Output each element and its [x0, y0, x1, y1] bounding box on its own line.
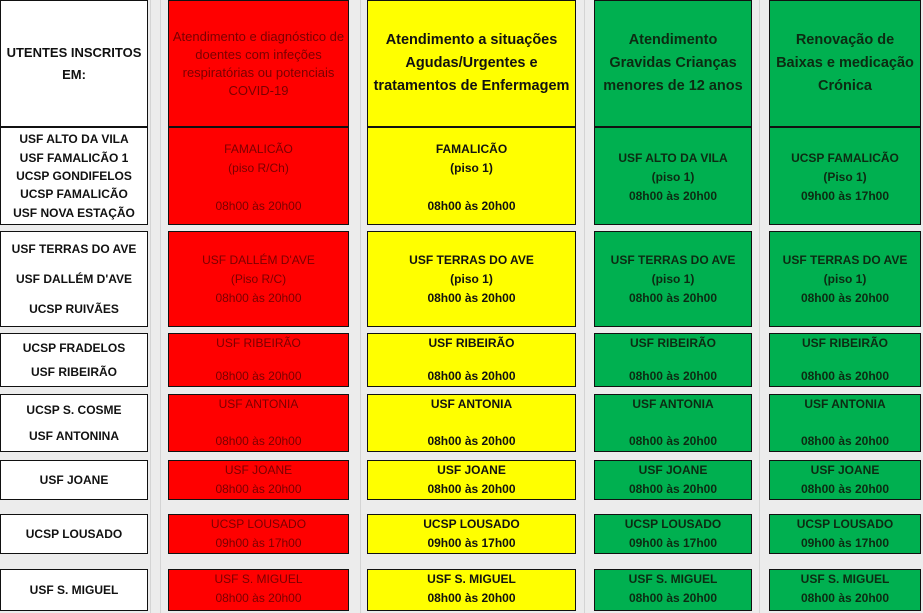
- cell-line: 08h00 às 20h00: [800, 591, 890, 605]
- unit-name: USF DALLÉM D'AVE: [16, 272, 132, 286]
- gridline: [150, 0, 151, 613]
- cell-line: UCSP FAMALICÃO: [791, 151, 899, 165]
- gridline: [759, 0, 760, 613]
- cell-line: 08h00 às 20h00: [427, 591, 516, 605]
- cell-line: USF TERRAS DO AVE: [610, 252, 736, 267]
- row-units: [0, 127, 148, 225]
- cell-line: (piso 1): [651, 271, 695, 286]
- unit-name: USF RIBEIRÃO: [30, 365, 117, 379]
- cell-line: 08h00 às 20h00: [800, 482, 890, 496]
- cell-line: 08h00 às 20h00: [628, 189, 718, 203]
- gravidas-cell: [594, 394, 752, 452]
- gridline: [360, 0, 361, 613]
- covid-cell: [168, 127, 349, 225]
- cell-line: (piso R/Ch): [228, 161, 289, 175]
- unit-name: USF ANTONINA: [29, 429, 119, 443]
- cell-line: USF JOANE: [224, 463, 293, 477]
- cell-line: USF JOANE: [638, 463, 708, 477]
- cell-line: (piso 1): [651, 170, 695, 184]
- gravidas-cell: [594, 333, 752, 387]
- cell-line: USF ANTONIA: [632, 397, 714, 411]
- cell-line: USF ANTONIA: [218, 397, 299, 411]
- row-units: [0, 394, 148, 452]
- row-units: [0, 333, 148, 387]
- unit-name: UCSP S. COSME: [26, 403, 122, 417]
- gravidas-cell: [594, 231, 752, 327]
- cell-line: USF DALLÉM D'AVE: [202, 252, 315, 267]
- cell-line: USF S. MIGUEL: [628, 572, 718, 586]
- cell-line: USF RIBEIRÃO: [629, 336, 716, 350]
- covid-cell: [168, 460, 349, 500]
- renovacao-cell: [769, 569, 921, 611]
- cell-line: USF ANTONIA: [804, 397, 886, 411]
- cell-line: UCSP LOUSADO: [423, 517, 520, 531]
- header-label: UTENTES INSCRITOS EM:: [6, 44, 142, 82]
- row-units: [0, 514, 148, 554]
- cell-line: (Piso 1): [823, 170, 867, 184]
- agudas-cell: [367, 460, 576, 500]
- cell-line: 09h00 às 17h00: [628, 536, 718, 550]
- renovacao-cell: [769, 460, 921, 500]
- gridline: [584, 0, 585, 613]
- cell-line: USF TERRAS DO AVE: [409, 252, 534, 267]
- cell-line: USF JOANE: [437, 463, 506, 477]
- cell-line: USF S. MIGUEL: [427, 572, 516, 586]
- cell-line: 08h00 às 20h00: [427, 434, 516, 448]
- cell-line: 08h00 às 20h00: [215, 199, 302, 213]
- renovacao-cell: [769, 514, 921, 554]
- cell-line: USF ALTO DA VILA: [618, 151, 728, 165]
- header-renovacao-text: Renovação de Baixas e medicação Crónica: [776, 32, 914, 94]
- cell-line: 09h00 às 17h00: [427, 536, 516, 550]
- cell-line: 08h00 às 20h00: [427, 369, 516, 383]
- header-agudas: [367, 0, 576, 127]
- row-units: [0, 569, 148, 611]
- cell-line: 08h00 às 20h00: [215, 434, 302, 448]
- agudas-cell: [367, 569, 576, 611]
- header-covid: [168, 0, 349, 127]
- row-units: [0, 460, 148, 500]
- unit-name: UCSP FAMALICÃO: [20, 187, 128, 202]
- agudas-cell: [367, 514, 576, 554]
- header-label-cell: [0, 0, 148, 127]
- unit-name: USF JOANE: [39, 473, 109, 487]
- cell-line: UCSP LOUSADO: [210, 517, 307, 531]
- cell-line: FAMALICÃO: [435, 142, 508, 156]
- cell-line: 08h00 às 20h00: [427, 482, 516, 496]
- cell-line: 08h00 às 20h00: [628, 591, 718, 605]
- agudas-cell: [367, 394, 576, 452]
- cell-line: 08h00 às 20h00: [215, 591, 302, 605]
- agudas-cell: [367, 231, 576, 327]
- cell-line: (piso 1): [450, 271, 493, 286]
- covid-cell: [168, 231, 349, 327]
- row-units: [0, 231, 148, 327]
- cell-line: USF TERRAS DO AVE: [782, 252, 908, 267]
- unit-name: UCSP LOUSADO: [25, 527, 123, 541]
- unit-name: USF TERRAS DO AVE: [11, 242, 137, 256]
- renovacao-cell: [769, 394, 921, 452]
- unit-name: USF S. MIGUEL: [29, 583, 119, 597]
- cell-line: USF JOANE: [810, 463, 880, 477]
- cell-line: 08h00 às 20h00: [800, 290, 890, 305]
- cell-line: USF RIBEIRÃO: [801, 336, 888, 350]
- cell-line: UCSP LOUSADO: [796, 517, 894, 531]
- cell-line: 08h00 às 20h00: [628, 290, 718, 305]
- cell-line: 08h00 às 20h00: [800, 434, 890, 448]
- gravidas-cell: [594, 514, 752, 554]
- cell-line: USF S. MIGUEL: [800, 572, 890, 586]
- cell-line: 08h00 às 20h00: [628, 434, 718, 448]
- cell-line: 09h00 às 17h00: [215, 536, 302, 550]
- renovacao-cell: [769, 333, 921, 387]
- unit-name: UCSP FRADELOS: [22, 341, 126, 355]
- cell-line: 08h00 às 20h00: [628, 482, 718, 496]
- cell-line: 08h00 às 20h00: [427, 290, 516, 305]
- gravidas-cell: [594, 127, 752, 225]
- cell-line: (piso 1): [450, 161, 493, 175]
- covid-cell: [168, 394, 349, 452]
- cell-line: 08h00 às 20h00: [215, 369, 302, 383]
- header-renovacao: [769, 0, 921, 127]
- cell-line: (Piso R/C): [230, 271, 287, 286]
- covid-cell: [168, 333, 349, 387]
- cell-line: USF RIBEIRÃO: [428, 336, 515, 350]
- agudas-cell: [367, 127, 576, 225]
- header-gravidas-text: Atendimento Gravidas Crianças menores de 12 anos: [603, 32, 743, 94]
- unit-name: UCSP RUIVÃES: [29, 302, 119, 316]
- covid-cell: [168, 514, 349, 554]
- cell-line: 08h00 às 20h00: [215, 482, 302, 496]
- unit-name: UCSP GONDIFELOS: [16, 168, 132, 183]
- gravidas-cell: [594, 569, 752, 611]
- cell-line: USF ANTONIA: [430, 397, 513, 411]
- cell-line: 08h00 às 20h00: [628, 369, 718, 383]
- header-agudas-text: Atendimento a situações Agudas/Urgentes e tratamentos de Enfermagem: [373, 32, 570, 94]
- cell-line: (piso 1): [823, 271, 867, 286]
- gridline: [160, 0, 161, 613]
- cell-line: 08h00 às 20h00: [800, 369, 890, 383]
- cell-line: FAMALICÃO: [224, 142, 293, 156]
- unit-name: USF FAMALICÃO 1: [19, 150, 129, 165]
- cell-line: 08h00 às 20h00: [427, 199, 516, 213]
- cell-line: USF RIBEIRÃO: [216, 336, 301, 350]
- agudas-cell: [367, 333, 576, 387]
- renovacao-cell: [769, 127, 921, 225]
- cell-line: 09h00 às 17h00: [800, 536, 890, 550]
- cell-line: UCSP LOUSADO: [624, 517, 722, 531]
- gravidas-cell: [594, 460, 752, 500]
- covid-cell: [168, 569, 349, 611]
- cell-line: 09h00 às 17h00: [800, 189, 890, 203]
- header-covid-text: Atendimento e diagnóstico de doentes com infeções respiratórias ou potenciais COVID-19: [172, 28, 345, 98]
- unit-name: USF NOVA ESTAÇÃO: [13, 205, 135, 220]
- renovacao-cell: [769, 231, 921, 327]
- header-gravidas: [594, 0, 752, 127]
- unit-name: USF ALTO DA VILA: [19, 132, 129, 147]
- cell-line: 08h00 às 20h00: [215, 290, 302, 305]
- cell-line: USF S. MIGUEL: [214, 572, 303, 586]
